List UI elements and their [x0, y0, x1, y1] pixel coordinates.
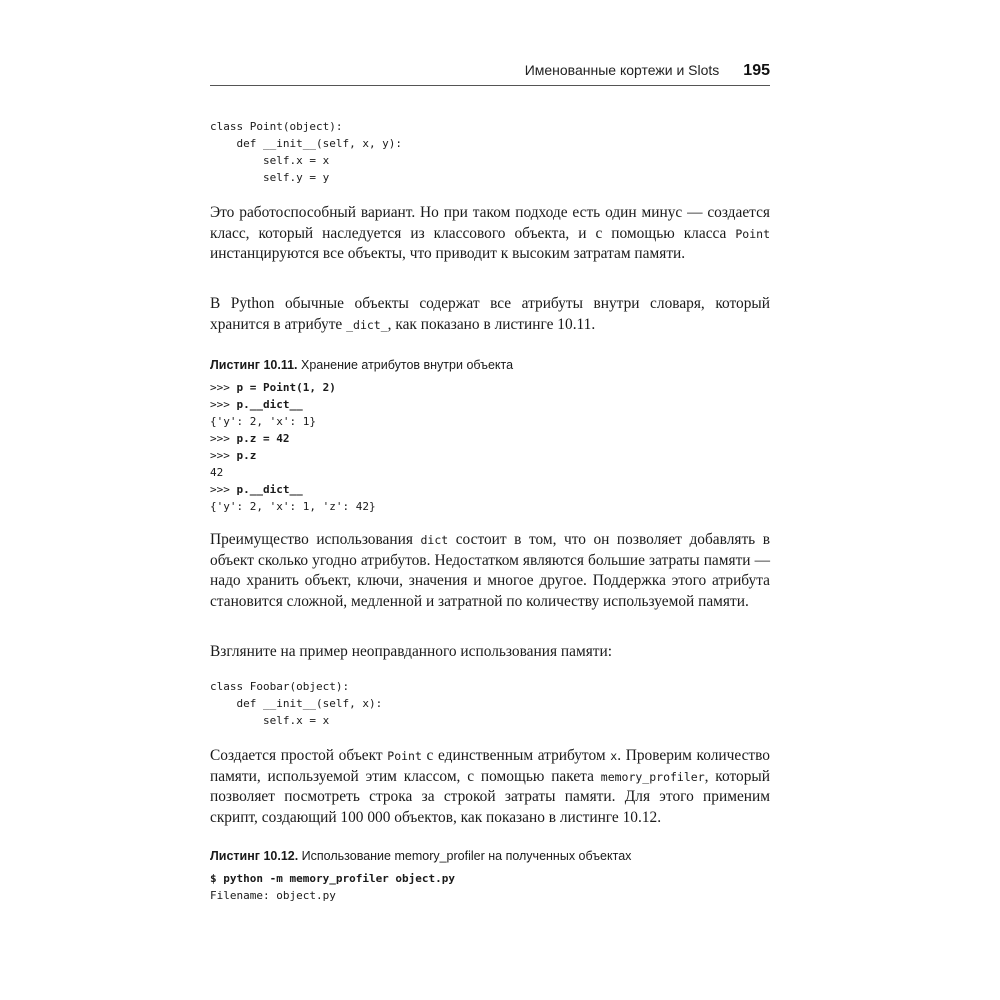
- listing-label: Листинг 10.12.: [210, 849, 299, 863]
- code-line: Filename: object.py: [210, 889, 336, 902]
- code-line: self.y = y: [210, 171, 330, 184]
- paragraph-5: Создается простой объект Point с единственным атрибутом x. Проверим количество памяти, используемой этим классом, с помощью пакета memory_profiler, который позволяет посмотреть строка за строкой затраты памяти. Для этого применим скрипт, создающий 100 000 объектов, как показано в листинге 10.12.: [210, 747, 771, 826]
- running-header: [525, 62, 770, 86]
- code-line: class Point(object):: [210, 120, 343, 133]
- listing-10-11-code: [210, 379, 376, 515]
- code-line: >>> p.z = 42: [210, 432, 290, 445]
- code-line: {'y': 2, 'x': 1}: [210, 415, 316, 428]
- code-block-foobar-class: [210, 678, 382, 729]
- code-line: self.x = x: [210, 714, 330, 727]
- code-block-point-class: [210, 118, 402, 186]
- code-line: 42: [210, 466, 224, 479]
- inline-code: _dict_: [346, 317, 388, 332]
- book-page: [210, 0, 770, 1000]
- paragraph-3: Преимущество использования dict состоит в том, что он позволяет добавлять в объект сколько угодно атрибутов. Недостатком являются большие затраты памяти — надо хранить объект, ключи, значения и многое другое. Поддержка этого атрибута становится сложной, медленной и затратной по количеству используемой памяти.: [210, 531, 770, 610]
- chapter-title: Именованные кортежи и Slots: [524, 62, 720, 78]
- paragraph-4: Взгляните на пример неоправданного использования памяти:: [210, 643, 613, 660]
- inline-code: x: [610, 749, 618, 763]
- inline-code: memory_profiler: [600, 769, 705, 784]
- page-number: 195: [743, 62, 770, 79]
- code-line: class Foobar(object):: [210, 680, 350, 693]
- listing-10-11-caption: [210, 357, 513, 373]
- code-line: $ python -m memory_profiler object.py: [210, 872, 456, 885]
- inline-code: Point: [387, 749, 422, 763]
- paragraph-1: Это работоспособный вариант. Но при таком подходе есть один минус — создается класс, который наследуется из классового объекта, и с помощью класса Point инстанцируются все объекты, что приводит к высоким затратам памяти.: [210, 204, 770, 262]
- code-line: >>> p.z: [210, 449, 257, 462]
- inline-code: Point: [735, 226, 770, 241]
- listing-title: Использование memory_profiler на полученных объектах: [298, 849, 632, 863]
- code-line: def __init__(self, x):: [210, 697, 383, 710]
- code-line: {'y': 2, 'x': 1, 'z': 42}: [210, 500, 376, 513]
- inline-code: dict: [420, 533, 449, 547]
- code-line: >>> p.__dict__: [210, 483, 303, 496]
- code-line: >>> p = Point(1, 2): [210, 381, 336, 394]
- code-line: def __init__(self, x, y):: [210, 137, 403, 150]
- listing-10-12-caption: [210, 848, 631, 864]
- header-rule: [210, 85, 770, 86]
- listing-label: Листинг 10.11.: [210, 358, 298, 372]
- code-line: self.x = x: [210, 154, 330, 167]
- listing-10-12-code: [210, 870, 455, 904]
- code-line: >>> p.__dict__: [210, 398, 303, 411]
- paragraph-2: В Python обычные объекты содержат все атрибуты внутри словаря, который хранится в атрибуте _dict_, как показано в листинге 10.11.: [210, 295, 770, 333]
- listing-title: Хранение атрибутов внутри объекта: [297, 358, 514, 372]
